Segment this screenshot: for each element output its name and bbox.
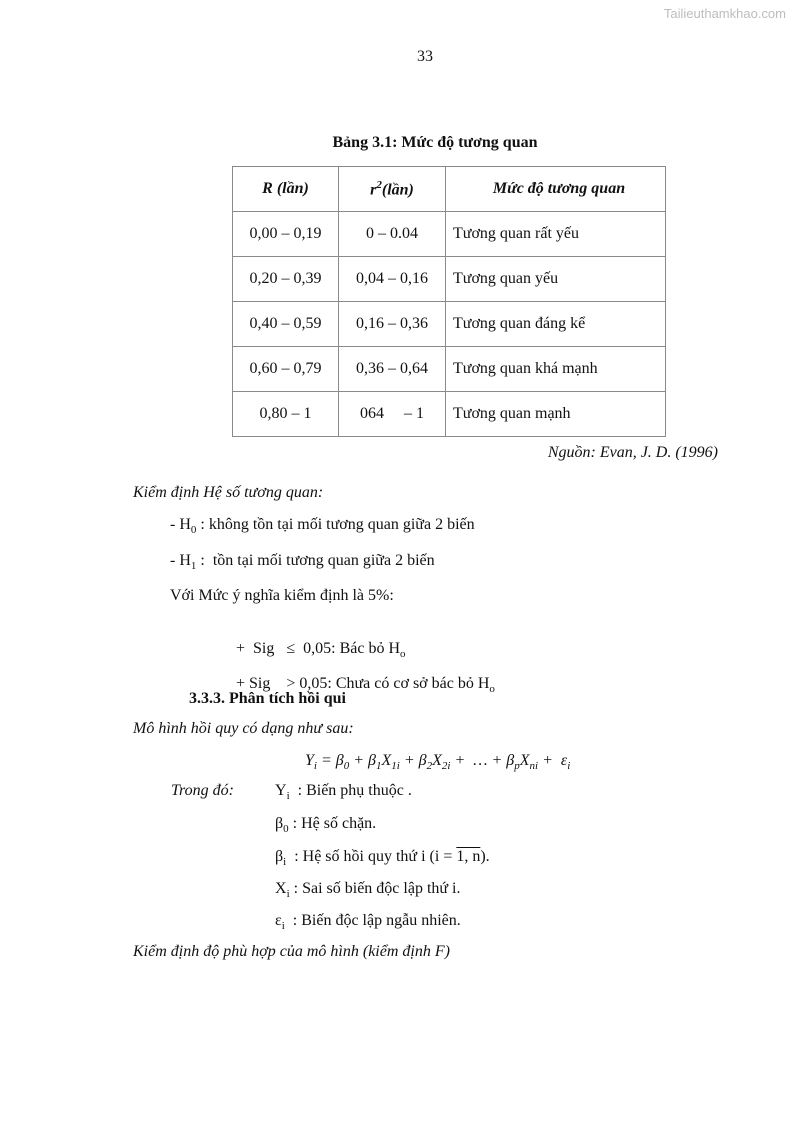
definition-yi: $Y_i$ : Biến phụ thuộc .	[275, 782, 412, 803]
table-row	[233, 347, 666, 392]
f-test-heading: Kiểm định độ phù hợp của mô hình (kiểm định F)	[133, 943, 450, 960]
header-r2: $r^2(lần)$	[339, 167, 446, 212]
cell-level: Tương quan mạnh	[446, 392, 666, 437]
table-row	[233, 392, 666, 437]
cell-level: Tương quan yếu	[446, 257, 666, 302]
cell-r2: 0,36 – 0,64	[339, 347, 446, 392]
rule-not-reject: + Sig > 0,05: Chưa có cơ sở bác bỏ $H_o$	[236, 675, 495, 696]
cell-r: 0,40 – 0,59	[233, 302, 339, 347]
table-row	[233, 257, 666, 302]
definition-epsilon: $\varepsilon_i$ : Biến độc lập ngẫu nhiên.	[275, 912, 461, 933]
table-source: Nguồn: Evan, J. D. (1996)	[547, 444, 718, 461]
regression-intro: Mô hình hồi quy có dạng như sau:	[133, 720, 354, 737]
rule-reject: + Sig ≤ 0,05: Bác bỏ $H_o$	[236, 640, 406, 661]
hypothesis-h0: - $H_0$ : không tồn tại mối tương quan giữa 2 biến	[170, 516, 475, 537]
significance-level: Với Mức ý nghĩa kiểm định là 5%:	[170, 587, 394, 604]
cell-r2: 0 – 0.04	[339, 212, 446, 257]
definition-beta0: $\beta_0$ : Hệ số chặn.	[275, 815, 377, 836]
hypothesis-h1: - $H_1$ : tồn tại mối tương quan giữa 2 biến	[170, 552, 435, 573]
cell-r2: 0,04 – 0,16	[339, 257, 446, 302]
cell-r2: 064 – 1	[339, 392, 446, 437]
table-row	[233, 212, 666, 257]
definition-betai: $\beta_i$ : Hệ số hồi quy thứ i (i = 1, n).	[275, 848, 490, 869]
cell-level: Tương quan rất yếu	[446, 212, 666, 257]
cell-r: 0,20 – 0,39	[233, 257, 339, 302]
watermark: Tailieuthamkhao.com	[663, 6, 786, 21]
table-row	[233, 302, 666, 347]
correlation-table	[232, 166, 666, 437]
cell-r: 0,60 – 0,79	[233, 347, 339, 392]
cell-r: 0,80 – 1	[233, 392, 339, 437]
test-section-title: Kiểm định Hệ số tương quan:	[133, 484, 324, 501]
table-header-row	[233, 167, 666, 212]
cell-level: Tương quan đáng kể	[446, 302, 666, 347]
regression-equation: $Y_i = \beta_0 + \beta_1X_{1i} + \beta_2X_{2i}$ + … + $\beta_pX_{ni} + \varepsilon_i$	[305, 752, 571, 773]
cell-level: Tương quan khá mạnh	[446, 347, 666, 392]
definition-xi: $X_i$ : Sai số biến độc lập thứ i.	[275, 880, 461, 901]
cell-r2: 0,16 – 0,36	[339, 302, 446, 347]
cell-r: 0,00 – 0,19	[233, 212, 339, 257]
page-number: 33	[417, 48, 433, 65]
section-heading: 3.3.3. Phân tích hồi qui	[189, 690, 346, 707]
where-label: Trong đó:	[171, 782, 234, 799]
header-level: Mức độ tương quan	[446, 167, 666, 212]
table-caption: Bảng 3.1: Mức độ tương quan	[332, 134, 538, 151]
header-r: R (lần)	[233, 167, 339, 212]
